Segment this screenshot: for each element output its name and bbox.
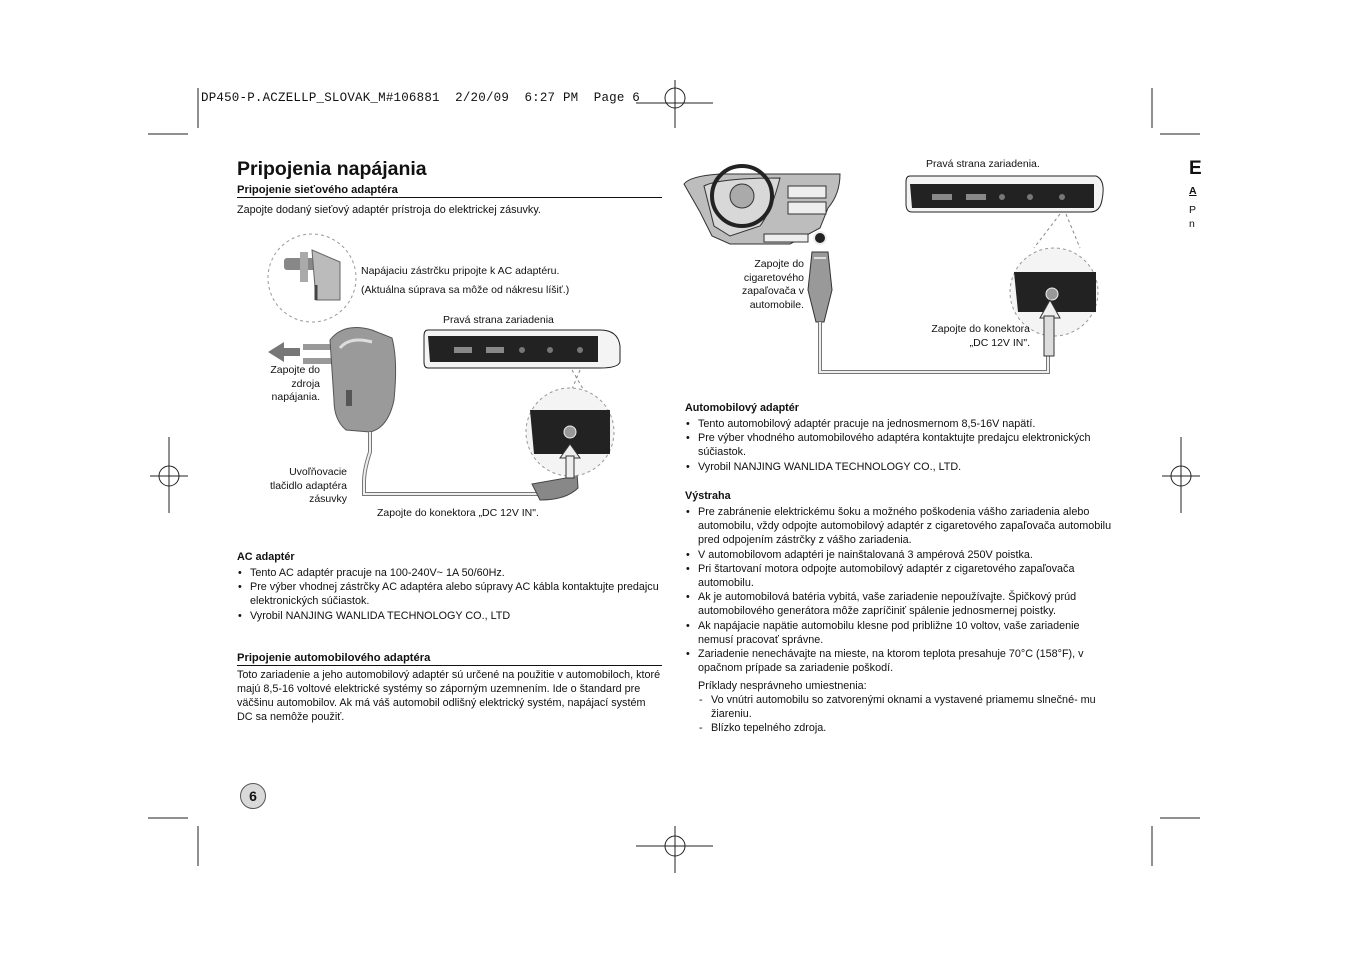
edge-line-1: P — [1189, 204, 1197, 216]
list-item: • Tento AC adaptér pracuje na 100-240V~ 1A 50/60Hz. — [237, 566, 662, 580]
car-adapter-heading: Automobilový adaptér — [685, 402, 799, 414]
warning-list — [685, 505, 1113, 675]
section-heading-mains-adapter: Pripojenie sieťového adaptéra — [237, 184, 662, 198]
edge-letter: E — [1189, 158, 1202, 179]
section-heading-car-adapter: Pripojenie automobilového adaptéra — [237, 652, 662, 666]
connector-caption: Zapojte do konektora „DC 12V IN". — [377, 507, 539, 519]
page-number: 6 — [240, 783, 266, 809]
list-item: • Vyrobil NANJING WANLIDA TECHNOLOGY CO., LTD — [237, 609, 662, 623]
examples-intro: Príklady nesprávneho umiestnenia: — [698, 680, 867, 692]
list-item: • Pre zabránenie elektrickému šoku a možného poškodenia vášho zariadenia alebo automobilu, vždy odpojte automobilový adaptér z cigaretového zapaľovača automobilu pred odpojením zástrčky z vášho zariadenia. — [685, 505, 1113, 548]
list-item: • Pre výber vhodného automobilového adaptéra kontaktujte predajcu elektronických súčiastok. — [685, 431, 1113, 459]
edge-line-2: n — [1189, 218, 1195, 230]
list-item: • Tento automobilový adaptér pracuje na jednosmernom 8,5-16V napätí. — [685, 417, 1113, 431]
mains-adapter-intro: Zapojte dodaný sieťový adaptér prístroja do elektrickej zásuvky. — [237, 204, 541, 216]
dc-connector-caption: Zapojte do konektora „DC 12V IN". — [931, 323, 1030, 349]
note-line-1: Napájaciu zástrčku pripojte k AC adaptéru. — [361, 265, 560, 277]
list-item: • Vyrobil NANJING WANLIDA TECHNOLOGY CO., LTD. — [685, 460, 1113, 474]
page-title: Pripojenia napájania — [237, 158, 427, 180]
device-side-label-right: Pravá strana zariadenia. — [926, 158, 1040, 170]
edge-sub: A — [1189, 185, 1197, 197]
list-item: • Ak napájacie napätie automobilu klesne pod približne 10 voltov, vaše zariadenie nemusí pracovať správne. — [685, 619, 1113, 647]
list-item: • Ak je automobilová batéria vybitá, vaše zariadenie nepoužívajte. Špičkový prúd automobilového generátora môže zapríčiniť spálenie jednosmernej poistky. — [685, 590, 1113, 618]
note-line-2: (Aktuálna súprava sa môže od nákresu líšiť.) — [361, 284, 570, 296]
list-item: • Pri štartovaní motora odpojte automobilový adaptér z cigaretového zapaľovača automobilu. — [685, 562, 1113, 590]
list-item: • V automobilovom adaptéri je nainštalovaná 3 ampérová 250V poistka. — [685, 548, 1113, 562]
list-item: - Vo vnútri automobilu so zatvorenými oknami a vystavené priamemu slnečné- mu žiareniu. — [698, 693, 1108, 721]
ac-adapter-heading: AC adaptér — [237, 551, 295, 563]
warning-heading: Výstraha — [685, 490, 731, 502]
lighter-caption: Zapojte do cigaretového zapaľovača v automobile. — [741, 258, 804, 311]
list-item: • Zariadenie nenechávajte na mieste, na ktorom teplota presahuje 70°C (158°F), v opačnom prípade sa zariadenie poškodí. — [685, 647, 1113, 675]
release-button-caption: Uvoľňovacie tlačidlo adaptéra zásuvky — [269, 466, 347, 505]
ac-adapter-list — [237, 566, 662, 623]
car-adapter-intro: Toto zariadenie a jeho automobilový adaptér sú určené na použitie v automobiloch, ktoré majú 8,5-16 voltové elektrické systémy so záporným uzemnením. Ide o štandard pre väčšinu automobilov. Ak má váš automobil odlišný elektrický systém, napájací systém DC sa nemôže použiť. — [237, 669, 661, 723]
list-item: • Pre výber vhodnej zástrčky AC adaptéra alebo súpravy AC kábla kontaktujte predajcu elektronických súčiastok. — [237, 580, 662, 608]
plug-caption: Zapojte do zdroja napájania. — [270, 364, 320, 403]
examples-list — [698, 693, 1108, 736]
car-adapter-list — [685, 417, 1113, 474]
device-side-label: Pravá strana zariadenia — [443, 314, 554, 326]
print-slug: DP450-P.ACZELLP_SLOVAK_M#106881 2/20/09 6:27 PM Page 6 — [201, 91, 640, 105]
list-item: - Blízko tepelného zdroja. — [698, 721, 1108, 735]
